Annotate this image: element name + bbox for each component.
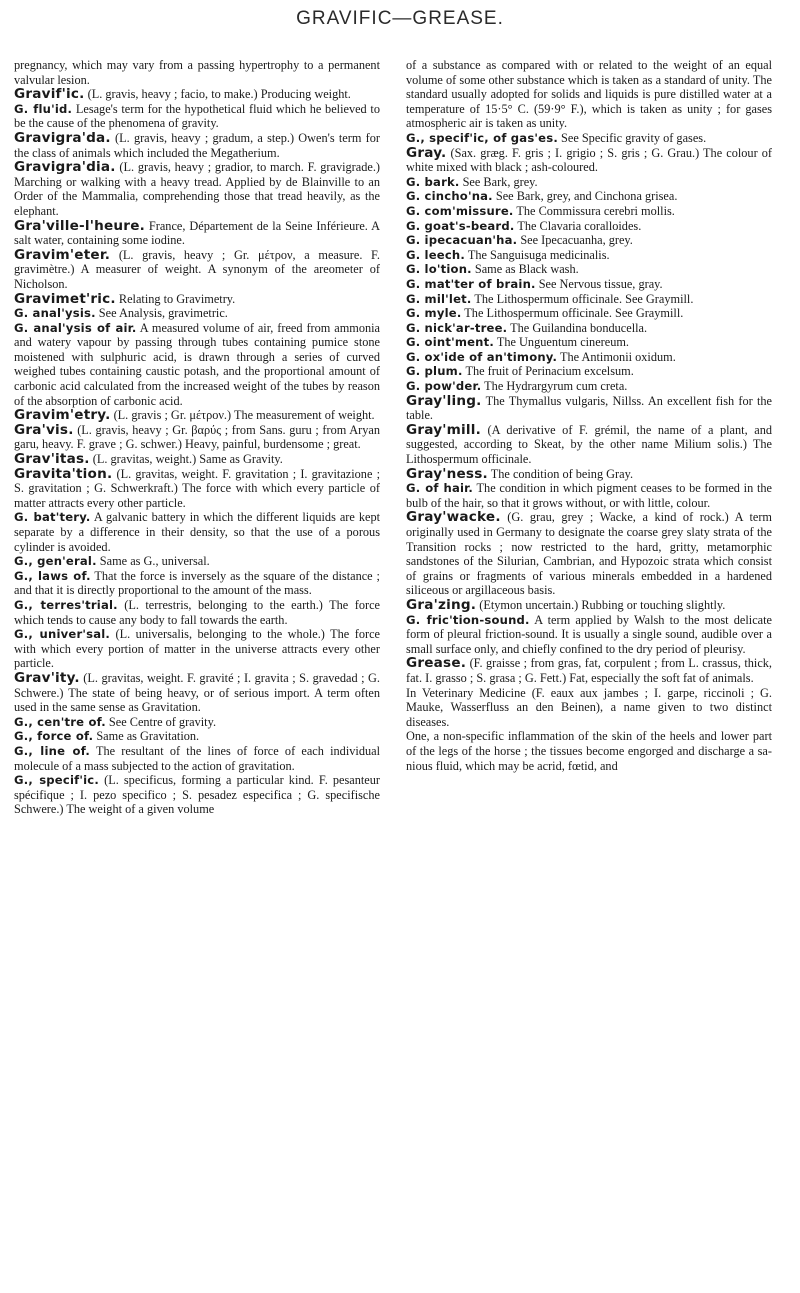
dictionary-entry [406, 204, 772, 219]
entry-definition: A measured volume of air, freed from ammonia and watery vapour by passing through tubes containing pumice stone moistened with sulphuric acid, is drawn through a series of curved weighed tubes containing caustic potash, and the proportional amount of carbonic acid calculated from the increased weight of the tubes by reason of the absorption of carbonic acid. [14, 320, 381, 408]
entry-headword: G. anal'ysis of air. [14, 320, 137, 335]
entry-definition: (A derivative of F. grémil, the name of a plant, and suggested, according to Skeat, by the other name Milium solis.) The Lithospermum officinale. [406, 422, 772, 467]
entry-headword: G. pow'der. [406, 379, 482, 394]
entry-definition: See Nervous tissue, gray. [538, 276, 663, 291]
entry-headword: Gray. [406, 144, 447, 161]
entry-definition: One, a non-specific inflammation of the skin of the heels and lower part of the legs of the horse ; the tissues become engorged and discharge a sanious fluid, which may be acrid, fœtid, and [406, 729, 772, 773]
dictionary-entry [406, 364, 772, 379]
entry-headword: G. plum. [406, 364, 463, 379]
entry-definition: The condition in which pigment ceases to be formed in the bulb of the hair, so that it grows without, or with little, colour. [406, 481, 772, 510]
dictionary-entry [14, 598, 380, 627]
dictionary-entry [14, 102, 380, 131]
dictionary-entry [406, 423, 772, 467]
dictionary-entry [14, 452, 380, 467]
entry-headword: Gray'ling. [406, 392, 482, 409]
entry-definition: (Etymon uncertain.) Rubbing or touching slightly. [479, 597, 726, 612]
entry-definition: The Unguentum cinereum. [496, 335, 630, 350]
entry-headword: G. lo'tion. [406, 262, 472, 277]
entry-definition: (L. gravitas, weight.) Same as Gravity. [92, 452, 283, 467]
dictionary-entry [406, 262, 772, 277]
dictionary-entry [406, 510, 772, 598]
entry-definition: The resultant of the lines of force of each individual molecule of a mass subjected to the action of gravitation. [14, 743, 380, 773]
entry-definition: (L. gravis, heavy ; gradum, a step.) Owen's term for the class of animals which included the Megatherium. [14, 130, 380, 160]
dictionary-entry [406, 146, 772, 175]
entry-headword: G. ipecacuan'ha. [406, 233, 518, 248]
entry-definition: See Bark, grey, and Cinchona grisea. [495, 189, 678, 204]
entry-headword: G., cen'tre of. [14, 714, 106, 729]
dictionary-entry [14, 467, 380, 511]
entry-definition: See Specific gravity of gases. [561, 130, 707, 145]
dictionary-entry [14, 131, 380, 160]
dictionary-entry [14, 408, 380, 423]
entry-headword: G., terres'trial. [14, 597, 118, 612]
entry-headword: G., univer'sal. [14, 627, 111, 642]
entry-definition: See Analysis, gravimetric. [98, 306, 228, 321]
entry-headword: G., force of. [14, 729, 94, 744]
entry-definition: (Sax. græg. F. gris ; I. grigio ; S. gris ; G. Grau.) The colour of white mixed with black ; ash-coloured. [406, 145, 773, 175]
entry-definition: A term applied by Walsh to the most delicate form of pleural friction-sound. It is usually a single sound, audible over a small surface only, and chiefly confined to the dry period of pleurisy. [406, 612, 772, 656]
entry-headword: G. fric'tion-sound. [406, 612, 530, 627]
entry-headword: Gravigra'dia. [14, 159, 116, 176]
dictionary-entry [406, 131, 772, 146]
entry-definition: (G. grau, grey ; Wacke, a kind of rock.) A term originally used in Germany to designate the coarse grey slaty strata of the Transition rocks ; now restricted to the hard, gritty, metamorphic sandstones of the Silurian, Cambrian, and Hypozoic strata which consist of grains or fragments of various minerals embedded in a hardened siliceous or argillaceous basis. [406, 510, 772, 598]
entry-definition: (L. gravis, heavy ; facio, to make.) Producing weight. [87, 87, 351, 102]
dictionary-entry [14, 321, 380, 409]
entry-headword: Grav'ity. [14, 669, 80, 686]
dictionary-entry [406, 335, 772, 350]
dictionary-entry [14, 248, 380, 292]
entry-definition: Lesage's term for the hypothetical fluid which he believed to be the cause of the phenomena of gravity. [14, 101, 380, 131]
entry-headword: G. mil'let. [406, 291, 472, 306]
dictionary-entry [406, 189, 772, 204]
dictionary-entry [406, 175, 772, 190]
entry-definition: Same as G., universal. [99, 554, 210, 569]
entry-definition: The Commissura cerebri mollis. [516, 203, 675, 218]
entry-headword: G., gen'eral. [14, 554, 97, 569]
dictionary-entry [406, 656, 772, 685]
left-column [14, 58, 380, 817]
dictionary-entry [14, 569, 380, 598]
dictionary-entry [406, 350, 772, 365]
entry-definition: The Lithospermum officinale. See Graymill. [474, 291, 694, 306]
dictionary-entry [406, 292, 772, 307]
entry-headword: G. of hair. [406, 481, 474, 496]
entry-definition: A galvanic battery in which the different liquids are kept separate by a difference in their density, so that the use of a porous cylinder is avoided. [14, 510, 381, 554]
entry-definition: That the force is inversely as the square of the distance ; and that it is directly proportional to the amount of the mass. [14, 568, 380, 598]
entry-headword: Gra'ville-l'heure. [14, 217, 145, 234]
dictionary-entry [406, 277, 772, 292]
entry-definition: See Centre of gravity. [108, 714, 217, 729]
entry-definition: Same as Gravitation. [96, 729, 200, 744]
entry-headword: Gra'vis. [14, 421, 74, 438]
entry-definition: (L. gravis, heavy ; gradior, to march. F. gravigrade.) Marching or walking with a heavy tread. Applied by de Blainville to an Order of the Mammalia, comprehending those that tread heavily, as the elephant. [14, 160, 381, 218]
entry-headword: Gra'zing. [406, 596, 477, 613]
entry-headword: G., line of. [14, 743, 90, 758]
dictionary-entry [406, 598, 772, 613]
entry-definition: See Ipecacuanha, grey. [520, 233, 633, 248]
dictionary-entry [14, 423, 380, 452]
entry-definition: Relating to Gravimetry. [118, 291, 236, 306]
entry-headword: Grav'itas. [14, 451, 90, 468]
dictionary-entry [406, 219, 772, 234]
dictionary-entry [406, 613, 772, 657]
entry-headword: Gray'wacke. [406, 509, 501, 526]
entry-headword: Gravif'ic. [14, 86, 85, 103]
dictionary-entry [14, 160, 380, 218]
entry-definition: France, Département de la Seine Inférieure. A salt water, containing some iodine. [14, 218, 380, 248]
dictionary-entry [406, 58, 772, 131]
entry-headword: Gravim'eter. [14, 246, 111, 263]
entry-definition: See Bark, grey. [462, 174, 538, 189]
entry-headword: G. ox'ide of an'timony. [406, 349, 558, 364]
entry-headword: G. anal'ysis. [14, 306, 96, 321]
dictionary-entry [14, 729, 380, 744]
entry-definition: of a substance as compared with or related to the weight of an equal volume of some other substance which is taken as a standard of unity. The standard usually adopted for solids and liquids is pure distilled water at a temperature of 15·5° C. (59·9° F.), which is taken as unity ; for gases atmospheric air is taken as unity. [406, 58, 772, 131]
dictionary-entry [14, 773, 380, 817]
dictionary-entry [406, 686, 772, 730]
entry-definition: The fruit of Perinacium excelsum. [465, 364, 634, 379]
entry-headword: Gray'ness. [406, 465, 488, 482]
dictionary-entry [14, 510, 380, 554]
entry-headword: G. oint'ment. [406, 335, 494, 350]
dictionary-entry [14, 715, 380, 730]
entry-definition: The condition of being Gray. [490, 466, 634, 481]
entry-headword: G. bark. [406, 174, 460, 189]
entry-headword: G., specif'ic. [14, 773, 99, 788]
entry-definition: (L. gravitas, weight. F. gravité ; I. gravita ; S. gravedad ; G. Schwere.) The state of being heavy, or of serious import. A term often used in the same sense as Gravitation. [14, 670, 380, 715]
entry-definition: The Thymallus vulgaris, Nillss. An excellent fish for the table. [406, 393, 772, 423]
entry-headword: Gravigra'da. [14, 129, 111, 146]
dictionary-entry [14, 292, 380, 307]
entry-headword: G. bat'tery. [14, 510, 91, 525]
entry-headword: Grease. [406, 655, 467, 672]
entry-headword: Gravim'etry. [14, 407, 111, 424]
entry-definition: (L. gravis ; Gr. μέτρον.) The measurement of weight. [113, 408, 375, 423]
dictionary-entry [14, 58, 380, 87]
entry-headword: G., laws of. [14, 568, 91, 583]
entry-headword: G., specif'ic, of gas'es. [406, 130, 558, 145]
entry-definition: The Clavaria coralloides. [517, 218, 642, 233]
dictionary-entry [406, 394, 772, 423]
dictionary-entry [14, 219, 380, 248]
entry-definition: The Guilandina bonducella. [510, 320, 648, 335]
entry-headword: Gravita'tion. [14, 465, 113, 482]
dictionary-entry [14, 87, 380, 102]
running-head: GRAVIFIC—GREASE. [296, 8, 504, 29]
dictionary-entry [406, 248, 772, 263]
entry-headword: G. com'missure. [406, 203, 514, 218]
entry-definition: The Antimonii oxidum. [559, 349, 676, 364]
dictionary-entry [406, 729, 772, 773]
entry-definition: (L. terrestris, belonging to the earth.) The force which tends to cause any body to fall towards the earth. [14, 597, 380, 627]
entry-definition: (L. gravis, heavy ; Gr. βαρύς ; from Sans. guru ; from Aryan garu, heavy. F. grave ; G. schwer.) Heavy, painful, burdensome ; great. [14, 422, 380, 452]
entry-definition: (L. universalis, belonging to the whole.) The force with which every portion of matter in the universe attracts every other particle. [14, 627, 380, 671]
entry-headword: G. nick'ar-tree. [406, 320, 508, 335]
dictionary-entry [14, 554, 380, 569]
dictionary-entry [14, 306, 380, 321]
dictionary-entry [406, 481, 772, 510]
entry-headword: G. leech. [406, 247, 465, 262]
entry-headword: Gravimet'ric. [14, 290, 116, 307]
entry-definition: The Hydrargyrum cum creta. [484, 379, 628, 394]
entry-definition: (F. graisse ; from gras, fat, corpulent ; from L. crassus, thick, fat. I. grasso ; S. grasa ; G. Fett.) Fat, especially the soft fat of animals. [406, 656, 772, 685]
entry-definition: The Lithospermum officinale. See Graymill. [464, 306, 684, 321]
entry-headword: G. cincho'na. [406, 189, 493, 204]
entry-definition: pregnancy, which may vary from a passing hypertrophy to a permanent valvular lesion. [14, 58, 380, 87]
dictionary-entry [14, 744, 380, 773]
entry-definition: In Veterinary Medicine (F. eaux aux jambes ; I. garpe, riccinoli ; G. Mauke, Wasserfluss an den Beinen), a name given to two distinct diseases. [406, 685, 772, 729]
entry-definition: (L. gravis, heavy ; Gr. μέτρον, a measure. F. gravimètre.) A measurer of weight. A synonym of the areometer of Nicholson. [14, 247, 380, 291]
dictionary-entry [406, 467, 772, 482]
entry-definition: Same as Black wash. [474, 262, 579, 277]
dictionary-entry [406, 233, 772, 248]
entry-definition: (L. gravitas, weight. F. gravitation ; I. gravitazione ; S. gravitation ; G. Schwerkraft.) The force with which every particle of matter attracts every other particle. [14, 466, 380, 510]
dictionary-entry [406, 379, 772, 394]
dictionary-entry [14, 671, 380, 715]
entry-headword: G. myle. [406, 306, 462, 321]
entry-definition: The Sanguisuga medicinalis. [467, 247, 610, 262]
entry-headword: G. mat'ter of brain. [406, 276, 536, 291]
dictionary-entry [14, 627, 380, 671]
dictionary-entry [406, 306, 772, 321]
entry-headword: Gray'mill. [406, 421, 481, 438]
right-column [406, 58, 772, 773]
dictionary-entry [406, 321, 772, 336]
entry-definition: (L. specificus, forming a particular kind. F. pesanteur spécifique ; I. pezo specifico ; S. pesadez especifica ; G. specifische Schwere.) The weight of a given volume [14, 773, 381, 817]
entry-headword: G. flu'id. [14, 101, 73, 116]
entry-headword: G. goat's-beard. [406, 218, 515, 233]
